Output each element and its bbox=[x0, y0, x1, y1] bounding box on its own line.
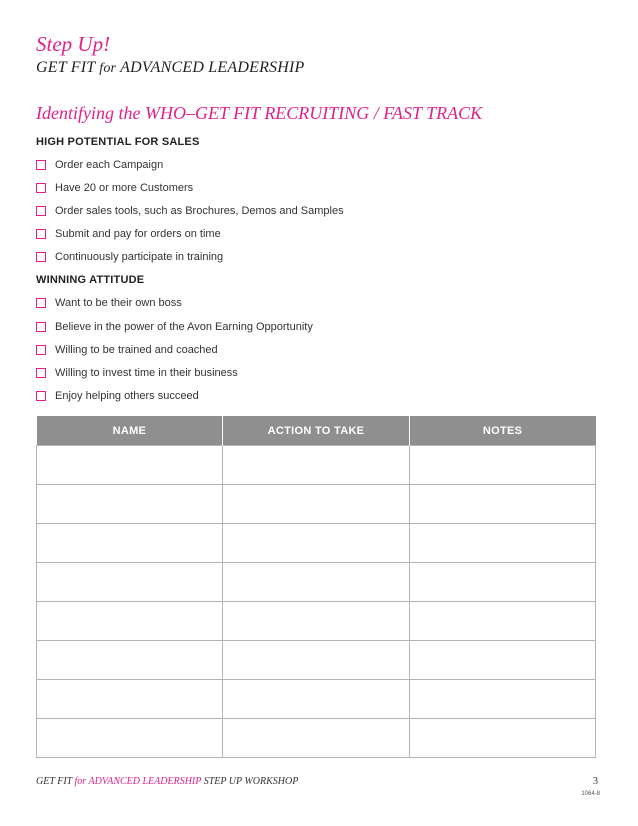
notes-cell[interactable] bbox=[409, 485, 595, 524]
checkbox[interactable] bbox=[36, 229, 46, 239]
subtitle-for: for bbox=[99, 61, 117, 76]
footer-get-fit: GET FIT bbox=[36, 776, 73, 787]
notes-cell[interactable] bbox=[409, 446, 595, 485]
table-row bbox=[37, 446, 596, 485]
checklist-item-label: Believe in the power of the Avon Earning Opportunity bbox=[55, 321, 313, 333]
name-cell[interactable] bbox=[37, 563, 223, 602]
name-cell[interactable] bbox=[37, 680, 223, 719]
footer-advanced-leadership: for ADVANCED LEADERSHIP bbox=[74, 776, 202, 787]
column-header-notes: NOTES bbox=[409, 416, 595, 446]
checklist-item-label: Have 20 or more Customers bbox=[55, 182, 194, 194]
checklist-item-label: Enjoy helping others succeed bbox=[55, 390, 199, 402]
checkbox[interactable] bbox=[36, 183, 46, 193]
page-title: Step Up! bbox=[36, 32, 111, 56]
notes-cell[interactable] bbox=[409, 641, 595, 680]
checklist-item[interactable] bbox=[36, 366, 238, 380]
table-row bbox=[37, 719, 596, 758]
table-row bbox=[37, 485, 596, 524]
page-number: 3 bbox=[593, 776, 598, 787]
checkbox[interactable] bbox=[36, 345, 46, 355]
table-header-row bbox=[37, 416, 596, 446]
checklist-item-label: Order sales tools, such as Brochures, Demos and Samples bbox=[55, 205, 344, 217]
checklist-item[interactable] bbox=[36, 158, 163, 172]
checklist-item-label: Order each Campaign bbox=[55, 159, 164, 171]
notes-cell[interactable] bbox=[409, 563, 595, 602]
checklist-item[interactable] bbox=[36, 181, 193, 195]
action-cell[interactable] bbox=[223, 446, 409, 485]
table-row bbox=[37, 680, 596, 719]
section-heading: Identifying the WHO–GET FIT RECRUITING / FAST TRACK bbox=[36, 103, 483, 123]
table-row bbox=[37, 524, 596, 563]
checkbox[interactable] bbox=[36, 368, 46, 378]
checklist-item-label: Willing to invest time in their business bbox=[55, 367, 238, 379]
notes-cell[interactable] bbox=[409, 602, 595, 641]
subtitle-get-fit: GET FIT bbox=[36, 59, 96, 76]
checkbox[interactable] bbox=[36, 322, 46, 332]
action-cell[interactable] bbox=[223, 563, 409, 602]
subtitle-advanced-leadership: ADVANCED LEADERSHIP bbox=[120, 59, 305, 76]
table-row bbox=[37, 641, 596, 680]
name-cell[interactable] bbox=[37, 446, 223, 485]
checklist-item[interactable] bbox=[36, 343, 218, 357]
checklist-item[interactable] bbox=[36, 389, 199, 403]
checklist-item[interactable] bbox=[36, 250, 223, 264]
notes-cell[interactable] bbox=[409, 680, 595, 719]
action-cell[interactable] bbox=[223, 719, 409, 758]
tracking-table bbox=[36, 416, 596, 758]
action-cell[interactable] bbox=[223, 602, 409, 641]
page-subtitle bbox=[36, 59, 305, 77]
checklist-item-label: Continuously participate in training bbox=[55, 251, 224, 263]
name-cell[interactable] bbox=[37, 485, 223, 524]
checklist-item-label: Willing to be trained and coached bbox=[55, 344, 218, 356]
checklist-item[interactable] bbox=[36, 296, 182, 310]
notes-cell[interactable] bbox=[409, 719, 595, 758]
column-header-action: ACTION TO TAKE bbox=[223, 416, 409, 446]
action-cell[interactable] bbox=[223, 641, 409, 680]
notes-cell[interactable] bbox=[409, 524, 595, 563]
table-row bbox=[37, 602, 596, 641]
document-code: 1064-8 bbox=[581, 791, 600, 797]
checklist-item-label: Want to be their own boss bbox=[55, 297, 182, 309]
name-cell[interactable] bbox=[37, 641, 223, 680]
checkbox[interactable] bbox=[36, 298, 46, 308]
action-cell[interactable] bbox=[223, 680, 409, 719]
action-cell[interactable] bbox=[223, 485, 409, 524]
checkbox[interactable] bbox=[36, 391, 46, 401]
checklist-item[interactable] bbox=[36, 320, 313, 334]
name-cell[interactable] bbox=[37, 719, 223, 758]
checklist-item[interactable] bbox=[36, 204, 344, 218]
column-header-name: NAME bbox=[37, 416, 223, 446]
table-row bbox=[37, 563, 596, 602]
checkbox[interactable] bbox=[36, 206, 46, 216]
name-cell[interactable] bbox=[37, 524, 223, 563]
footer-workshop-title bbox=[36, 776, 298, 787]
checklist-item-label: Submit and pay for orders on time bbox=[55, 228, 221, 240]
checkbox[interactable] bbox=[36, 252, 46, 262]
name-cell[interactable] bbox=[37, 602, 223, 641]
group-label-high-potential: HIGH POTENTIAL FOR SALES bbox=[36, 136, 200, 148]
footer-step-up-workshop: STEP UP WORKSHOP bbox=[203, 776, 299, 787]
checkbox[interactable] bbox=[36, 160, 46, 170]
group-label-winning-attitude: WINNING ATTITUDE bbox=[36, 274, 145, 286]
action-cell[interactable] bbox=[223, 524, 409, 563]
checklist-item[interactable] bbox=[36, 227, 221, 241]
